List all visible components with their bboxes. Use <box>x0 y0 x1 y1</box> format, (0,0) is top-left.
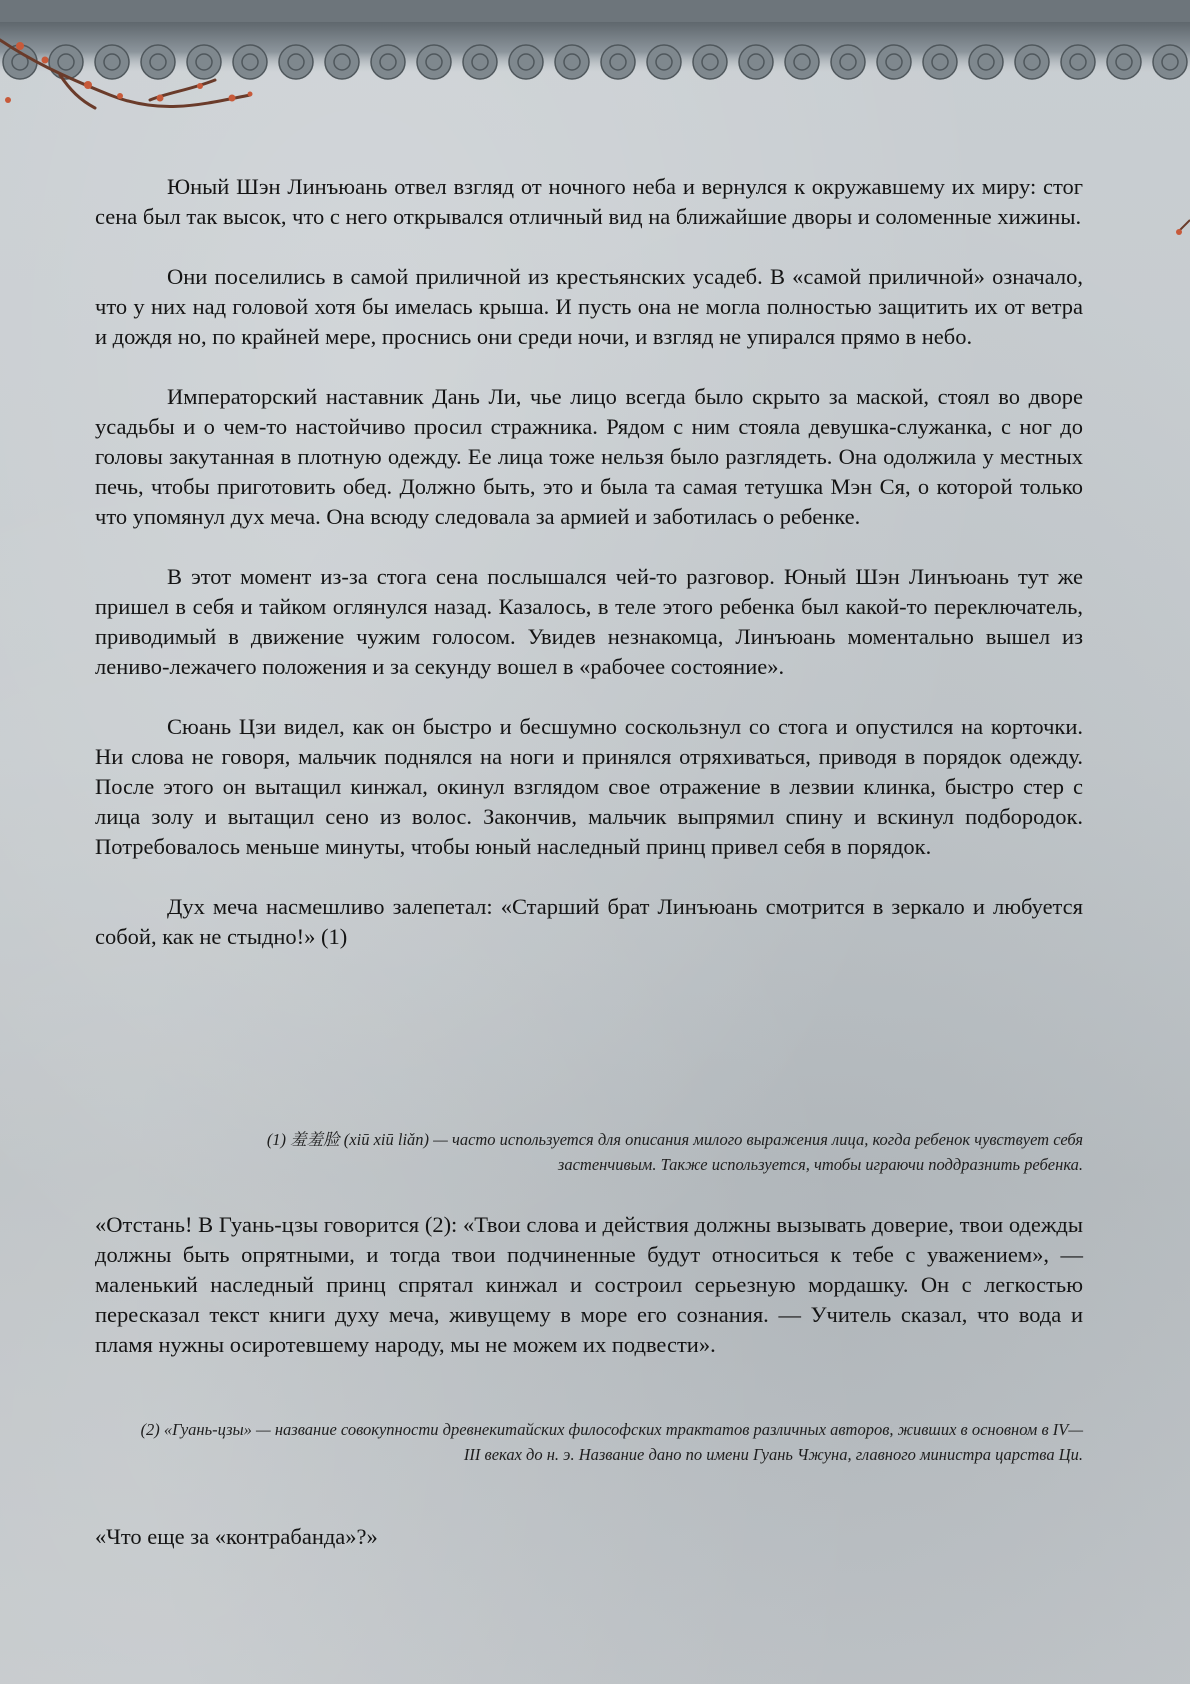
footnote-2-text: (2) «Гуань-цзы» — название совокупности древнекитайских философских трактатов различных авторов, живших в основном в IV— III веках до н. э. Название дано по имени Гуань Чжуна, главного министра царства Ци. <box>140 1420 1083 1464</box>
roof-tile-end <box>417 45 451 79</box>
roof-tile-end <box>969 45 1003 79</box>
roof-tile-end <box>1061 45 1095 79</box>
roof-tile-end <box>785 45 819 79</box>
roof-tile-end <box>463 45 497 79</box>
footnote-1 <box>170 1128 1083 1177</box>
roof-tile-end <box>325 45 359 79</box>
roof-tiles-decoration <box>0 0 1190 110</box>
main-text-top <box>95 172 1083 952</box>
paragraph-5: Сюань Цзи видел, как он быстро и бесшумно соскользнул со стога и опустился на корточки. Ни слова не говоря, мальчик поднялся на ноги и принялся отряхиваться, приводя в порядок одежду. После этого он вытащил кинжал, окинул взглядом свое отражение в лезвии клинка, быстро стер с лица золу и вытащил сено из волос. Закончив, мальчик выпрямил спину и вскинул подбородок. Потребовалось меньше минуты, чтобы юный наследный принц привел себя в порядок. <box>95 714 1083 859</box>
roof-tile-end <box>1153 45 1187 79</box>
roof-tile-end <box>1107 45 1141 79</box>
roof-tile-end <box>923 45 957 79</box>
paragraph-8: «Что еще за «контрабанда»?» <box>95 1524 378 1549</box>
paragraph-3: Императорский наставник Дань Ли, чье лицо всегда было скрыто за маской, стоял во дворе усадьбы и о чем-то настойчиво просил стражника. Рядом с ним стояла девушка-служанка, с ног до головы закутанная в плотную одежду. Ее лица тоже нельзя было разглядеть. Она одолжила у местных печь, чтобы приготовить обед. Должно быть, это и была та самая тетушка Мэн Ся, о которой только что упомянул дух меча. Она всюду следовала за армией и заботилась о ребенке. <box>95 384 1083 529</box>
roof-tile-end <box>233 45 267 79</box>
footnote-1-text: (1) 羞羞脸 (xiū xiū liǎn) — часто используется для описания милого выражения лица, когда ребенок чувствует себя застенчивым. Также используется, чтобы играючи поддразнить ребенка. <box>266 1130 1083 1174</box>
roof-tile-end <box>555 45 589 79</box>
roof-tile-end <box>739 45 773 79</box>
roof-tile-end <box>141 45 175 79</box>
roof-tile-end <box>187 45 221 79</box>
roof-tile-end <box>601 45 635 79</box>
roof-tile-end <box>831 45 865 79</box>
roof-tile-end <box>95 45 129 79</box>
footnote-2 <box>125 1418 1083 1467</box>
roof-tile-end <box>49 45 83 79</box>
paragraph-2: Они поселились в самой приличной из крестьянских усадеб. В «самой приличной» означало, что у них над головой хотя бы имелась крыша. И пусть она не могла полностью защитить их от ветра и дождя но, по крайней мере, проснись они среди ночи, и взгляд не упирался прямо в небо. <box>95 264 1083 349</box>
roof-tile-end <box>1015 45 1049 79</box>
paragraph-4: В этот момент из-за стога сена послышался чей-то разговор. Юный Шэн Линъюань тут же пришел в себя и тайком оглянулся назад. Казалось, в теле этого ребенка был какой-то переключатель, приводимый в движение чужим голосом. Увидев незнакомца, Линъюань моментально вышел из лениво-лежачего положения и за секунду вошел в «рабочее состояние». <box>95 564 1083 679</box>
roof-tile-end <box>647 45 681 79</box>
roof-tile-end <box>279 45 313 79</box>
paragraph-6: Дух меча насмешливо залепетал: «Старший брат Линъюань смотрится в зеркало и любуется собой, как не стыдно!» (1) <box>95 894 1083 949</box>
roof-tile-end <box>371 45 405 79</box>
main-text-bottom <box>95 1522 1083 1552</box>
roof-tile-end <box>3 45 37 79</box>
paragraph-1: Юный Шэн Линъюань отвел взгляд от ночного неба и вернулся к окружавшему их миру: стог сена был так высок, что с него открывался отличный вид на ближайшие дворы и соломенные хижины. <box>95 174 1083 229</box>
roof-tile-end <box>877 45 911 79</box>
roof-tile-end <box>693 45 727 79</box>
roof-tile-end <box>509 45 543 79</box>
main-text-middle <box>95 1210 1083 1360</box>
blossom-decoration <box>1170 210 1190 250</box>
paragraph-7: «Отстань! В Гуань-цзы говорится (2): «Твои слова и действия должны вызывать доверие, твои одежды должны быть опрятными, и тогда твои подчиненные будут относиться к тебе с уважением», — маленький наследный принц спрятал кинжал и состроил серьезную мордашку. Он с легкостью пересказал текст книги духу меча, живущему в море его сознания. — Учитель сказал, что вода и пламя нужны осиротевшему народу, мы не можем их подвести». <box>95 1212 1083 1357</box>
